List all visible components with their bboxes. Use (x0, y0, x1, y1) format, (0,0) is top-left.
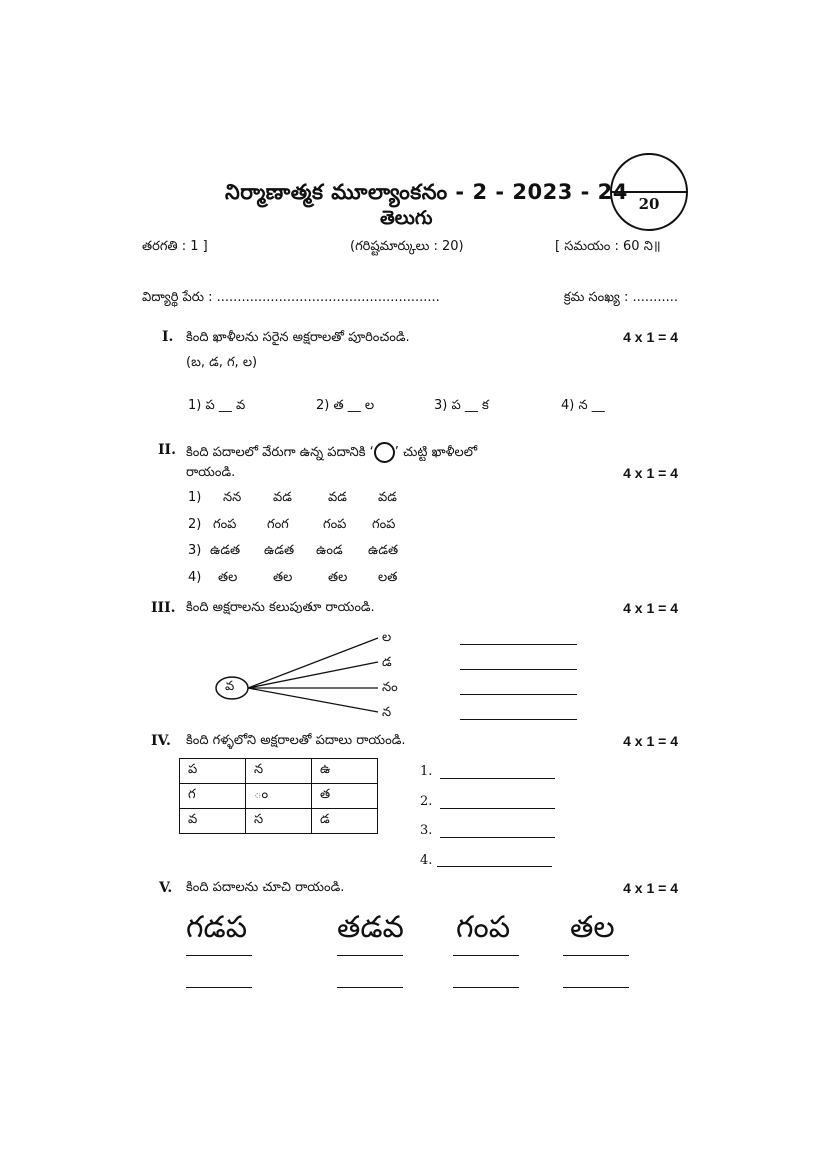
q2-row-number: 1) (188, 490, 202, 505)
q5-writing-line[interactable] (337, 987, 403, 988)
circle-icon (374, 442, 395, 463)
class-label: తరగతి : 1 ] (142, 239, 208, 254)
q1-text: కింది ఖాళీలను సరైన అక్షరాలతో పూరించండి. (186, 330, 410, 345)
q5-writing-line[interactable] (186, 955, 252, 956)
marks-divider (612, 191, 686, 193)
q2-word: గంప (213, 517, 237, 532)
q5-number: V. (159, 880, 173, 896)
q2-word: ఉడత (368, 543, 399, 558)
q4-answer-number: 3. (420, 823, 433, 838)
q4-answer-line[interactable] (440, 808, 555, 809)
student-info-row (142, 290, 678, 308)
grid-row (180, 809, 378, 834)
q2-word: నన (223, 490, 242, 505)
grid-cell: డ (312, 809, 378, 834)
grid-row (180, 784, 378, 809)
roll-number-field[interactable]: క్రమ సంఖ్య : ........... (563, 290, 678, 305)
q4-answer-line[interactable] (437, 866, 552, 867)
q3-target: నం (382, 680, 398, 695)
marks-circle (610, 153, 688, 231)
q2-word: వడ (273, 490, 292, 505)
q3-answer-line[interactable] (460, 719, 577, 720)
q2-text-part1: కింది పదాలలో వేరుగా ఉన్న పదానికి ‘ (186, 445, 374, 460)
grid-cell: ం (246, 784, 312, 809)
q4-answer-number: 1. (420, 764, 433, 779)
q5-writing-line[interactable] (186, 987, 252, 988)
q3-target: ల (382, 630, 392, 645)
total-marks: 20 (638, 195, 660, 213)
q2-word: గంప (323, 517, 347, 532)
q5-score: 4 x 1 = 4 (623, 880, 678, 896)
q2-word: లత (378, 570, 398, 585)
q2-text-part2: ’ చుట్టి ఖాళీలలో (394, 445, 478, 460)
q2-text (186, 442, 477, 463)
q1-number: I. (162, 329, 174, 345)
q3-answer-line[interactable] (460, 669, 577, 670)
q1-item: 3) ప __ క (434, 398, 489, 413)
q1-item: 2) త __ ల (316, 398, 375, 413)
grid-cell: ప (180, 759, 246, 784)
q4-answer-number: 4. (420, 853, 433, 868)
q3-center-letter: వ (225, 679, 235, 694)
match-line (248, 638, 378, 688)
letter-grid (179, 758, 378, 834)
grid-cell: స (246, 809, 312, 834)
match-line (248, 662, 378, 688)
q4-score: 4 x 1 = 4 (623, 733, 678, 749)
q2-word: ఉండ (316, 543, 343, 558)
q4-answer-line[interactable] (440, 778, 555, 779)
q3-number: III. (151, 600, 176, 616)
q3-score: 4 x 1 = 4 (623, 600, 678, 616)
student-name-field[interactable]: విద్యార్థి పేరు : ...................................................... (142, 290, 440, 305)
q1-item: 4) న __ (561, 398, 605, 413)
q4-number: IV. (151, 733, 171, 749)
q5-writing-line[interactable] (453, 987, 519, 988)
q2-row-number: 2) (188, 517, 202, 532)
q5-word: గడప (186, 910, 248, 945)
q2-word: తల (328, 570, 348, 585)
q5-word: తడవ (337, 910, 404, 945)
grid-cell: గ (180, 784, 246, 809)
q2-word: తల (273, 570, 293, 585)
q2-row-number: 4) (188, 570, 202, 585)
q2-word: ఉడత (264, 543, 295, 558)
q3-text: కింది అక్షరాలను కలుపుతూ రాయండి. (186, 600, 375, 615)
matching-lines (200, 625, 400, 730)
q2-word: తల (218, 570, 238, 585)
q2-score: 4 x 1 = 4 (623, 465, 678, 481)
q5-writing-line[interactable] (453, 955, 519, 956)
q1-options: (బ, డ, గ, ల) (186, 355, 258, 370)
grid-cell: వ (180, 809, 246, 834)
q2-number: II. (158, 442, 176, 458)
q2-word: వడ (328, 490, 347, 505)
q5-writing-line[interactable] (337, 955, 403, 956)
q5-writing-line[interactable] (563, 987, 629, 988)
q3-answer-line[interactable] (460, 644, 577, 645)
exam-title: నిర్మాణాత్మక మూల్యాంకనం - 2 - 2023 - 24 (225, 180, 628, 204)
grid-cell: ఉ (312, 759, 378, 784)
q2-word: వడ (378, 490, 397, 505)
q2-word: ఉడత (210, 543, 241, 558)
q4-answer-number: 2. (420, 794, 433, 809)
q4-answer-line[interactable] (440, 837, 555, 838)
q3-target: న (382, 705, 392, 720)
q5-word: గంప (456, 910, 511, 945)
q3-target: డ (382, 655, 392, 670)
q1-item: 1) ప __ వ (188, 398, 246, 413)
q3-answer-line[interactable] (460, 694, 577, 695)
q5-word: తల (570, 910, 615, 945)
q2-row-number: 3) (188, 543, 202, 558)
q4-text: కింది గళ్ళలోని అక్షరాలతో పదాలు రాయండి. (186, 733, 406, 748)
grid-cell: న (246, 759, 312, 784)
time-label: [ సమయం : 60 ని॥ (555, 239, 661, 254)
match-line (248, 688, 378, 712)
q2-word: గంప (372, 517, 396, 532)
grid-cell: త (312, 784, 378, 809)
q5-writing-line[interactable] (563, 955, 629, 956)
grid-row (180, 759, 378, 784)
max-marks-label: (గరిష్టమార్కులు : 20) (350, 239, 464, 254)
q5-text: కింది పదాలను చూచి రాయండి. (186, 880, 345, 895)
subject-title: తెలుగు (380, 207, 433, 229)
q1-score: 4 x 1 = 4 (623, 329, 678, 345)
q2-text-line2: రాయండి. (186, 465, 236, 480)
q2-word: గంగ (267, 517, 289, 532)
